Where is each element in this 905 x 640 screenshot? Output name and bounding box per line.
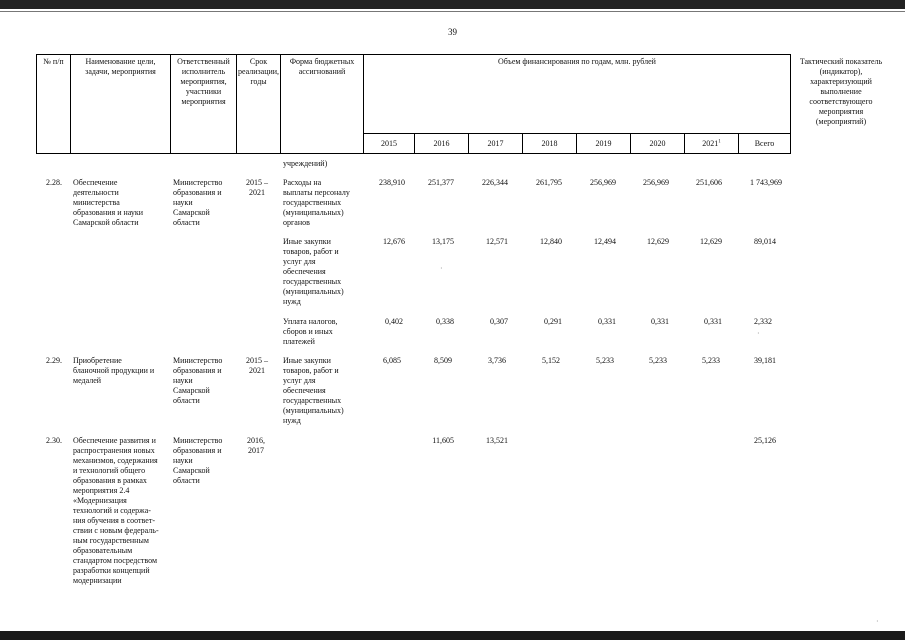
- value-2016: 251,377: [428, 178, 454, 187]
- header-indicator: Тактический показатель (индикатор), характеризующий выполнение соответствующего мероприятия (мероприятий): [799, 57, 883, 126]
- bottom-scan-border: [0, 631, 905, 640]
- value-2020: 0,331: [651, 317, 669, 326]
- row-term: 2015 – 2021: [246, 178, 268, 197]
- top-scan-line: [0, 11, 905, 12]
- header-bottom-rule: [36, 153, 790, 154]
- scan-speck: ·: [757, 329, 760, 338]
- value-2016: 0,338: [436, 317, 454, 326]
- value-2017: 3,736: [488, 356, 506, 365]
- footnote-mark: 1: [718, 139, 721, 145]
- row-name: Приобретение бланочной продукции и медалей: [73, 356, 155, 385]
- row-form: Иные закупки товаров, работ и услуг для обеспечения государственных (муниципальных) нужд: [283, 237, 344, 306]
- value-total: 89,014: [754, 237, 776, 246]
- header-num: № п/п: [43, 57, 64, 66]
- header-name: Наименование цели, задачи, мероприятия: [85, 57, 156, 76]
- row-term: 2016, 2017: [247, 436, 265, 455]
- header-volume: Объем финансирования по годам, млн. рублей: [498, 57, 656, 66]
- row-responsible: Министерство образования и науки Самарской области: [173, 436, 223, 485]
- header-term: Срок реализации, годы: [237, 57, 280, 86]
- value-total: 2,332: [754, 317, 772, 326]
- header-responsible: Ответственный исполнитель мероприятия, участники мероприятия: [177, 57, 230, 106]
- value-2015: 238,910: [379, 178, 405, 187]
- year-2017: 2017: [487, 139, 504, 148]
- row-responsible: Министерство образования и науки Самарской области: [173, 356, 223, 405]
- value-2021: 5,233: [702, 356, 720, 365]
- row-responsible: Министерство образования и науки Самарской области: [173, 178, 223, 227]
- row-form: Иные закупки товаров, работ и услуг для обеспечения государственных (муниципальных) нужд: [283, 356, 344, 425]
- value-total: 39,181: [754, 356, 776, 365]
- row-form: Уплата налогов, сборов и иных платежей: [283, 317, 338, 346]
- top-scan-border: [0, 0, 905, 9]
- value-2020: 256,969: [643, 178, 669, 187]
- row-number: 2.30.: [46, 436, 62, 445]
- value-2021: 251,606: [696, 178, 722, 187]
- carry-over-text: учреждений): [283, 159, 328, 168]
- year-2020: 2020: [649, 139, 666, 148]
- header-form: Форма бюджетных ассигнований: [289, 57, 355, 76]
- year-2016: 2016: [433, 139, 450, 148]
- value-2020: 12,629: [647, 237, 669, 246]
- year-2021: 2021$^1$: [702, 139, 721, 148]
- value-2016: 11,605: [432, 436, 454, 445]
- table-header: [36, 54, 886, 154]
- value-2019: 0,331: [598, 317, 616, 326]
- value-2019: 5,233: [596, 356, 614, 365]
- year-2015: 2015: [381, 139, 397, 148]
- value-2021: 12,629: [700, 237, 722, 246]
- value-2015: 6,085: [383, 356, 401, 365]
- value-2017: 13,521: [486, 436, 508, 445]
- scan-speck: ·: [440, 264, 443, 273]
- row-name: Обеспечение деятельности министерства образования и науки Самарской области: [73, 178, 144, 227]
- value-2021: 0,331: [704, 317, 722, 326]
- row-number: 2.29.: [46, 356, 62, 365]
- year-total: Всего: [754, 139, 775, 148]
- value-2017: 0,307: [490, 317, 508, 326]
- row-name: Обеспечение развития и распространения новых механизмов, содержания и технологий общего образования в рамках мероприятия 2.4 «Модернизация технологий и содержа- ния обучения в соответ- ствии с новым федераль- ным государственным образовательным стандартом посредством разработки концепций модернизации: [73, 436, 159, 585]
- value-2019: 12,494: [594, 237, 616, 246]
- col-line: [36, 54, 37, 154]
- value-2018: 12,840: [540, 237, 562, 246]
- year-2018: 2018: [541, 139, 558, 148]
- row-number: 2.28.: [46, 178, 62, 187]
- value-2017: 226,344: [482, 178, 508, 187]
- value-total: 25,126: [754, 436, 776, 445]
- value-2018: 5,152: [542, 356, 560, 365]
- value-2018: 0,291: [544, 317, 562, 326]
- header-top-rule: [36, 54, 790, 55]
- value-total: 1 743,969: [750, 178, 782, 187]
- value-2017: 12,571: [486, 237, 508, 246]
- value-2015: 0,402: [385, 317, 403, 326]
- value-2016: 8,509: [434, 356, 452, 365]
- row-form: Расходы на выплаты персоналу государственных (муниципальных) органов: [283, 178, 350, 227]
- value-2015: 12,676: [383, 237, 405, 246]
- year-2019: 2019: [595, 139, 612, 148]
- value-2016: 13,175: [432, 237, 454, 246]
- scan-speck: ·: [876, 617, 879, 626]
- row-term: 2015 – 2021: [246, 356, 268, 375]
- page-number: 39: [448, 27, 457, 37]
- value-2018: 261,795: [536, 178, 562, 187]
- value-2019: 256,969: [590, 178, 616, 187]
- value-2020: 5,233: [649, 356, 667, 365]
